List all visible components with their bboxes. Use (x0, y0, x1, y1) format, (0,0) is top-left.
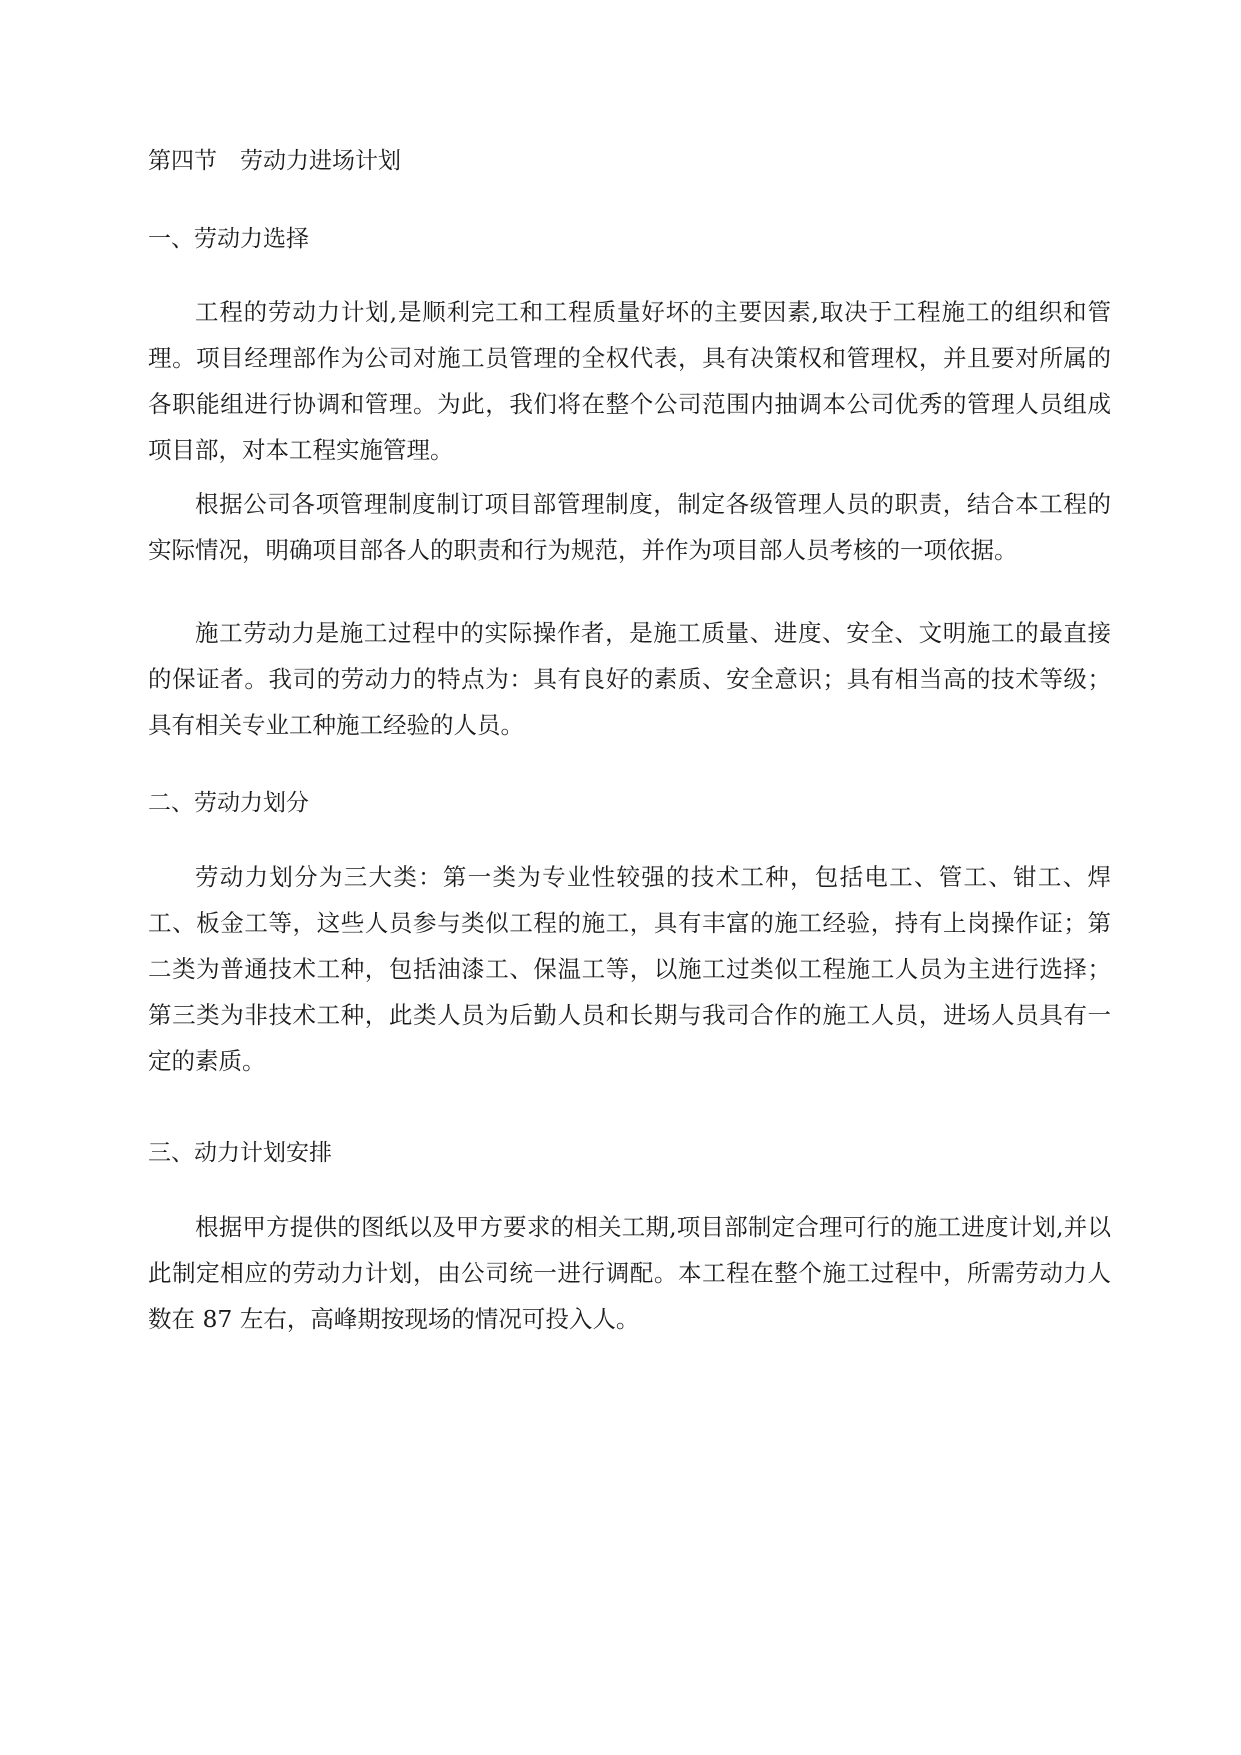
paragraph-labor-plan: 工程的劳动力计划,是顺利完工和工程质量好坏的主要因素,取决于工程施工的组织和管理。项目经理部作为公司对施工员管理的全权代表，具有决策权和管理权，并且要对所属的各职能组进行协调和管理。为此，我们将在整个公司范围内抽调本公司优秀的管理人员组成项目部，对本工程实施管理。 (148, 298, 1111, 464)
section-title: 第四节 劳动力进场计划 (148, 148, 401, 174)
paragraph-labor-characteristics: 施工劳动力是施工过程中的实际操作者，是施工质量、进度、安全、文明施工的最直接的保证者。我司的劳动力的特点为：具有良好的素质、安全意识；具有相当高的技术等级；具有相关专业工种施工经验的人员。 (148, 619, 1111, 739)
heading-labor-arrangement: 三、动力计划安排 (148, 1140, 332, 1166)
paragraph-labor-categories: 劳动力划分为三大类：第一类为专业性较强的技术工种，包括电工、管工、钳工、焊工、板金工等，这些人员参与类似工程的施工，具有丰富的施工经验，持有上岗操作证；第二类为普通技术工种，包括油漆工、保温工等，以施工过类似工程施工人员为主进行选择；第三类为非技术工种，此类人员为后勤人员和长期与我司合作的施工人员，进场人员具有一定的素质。 (148, 863, 1111, 1075)
paragraph-schedule-plan: 根据甲方提供的图纸以及甲方要求的相关工期,项目部制定合理可行的施工进度计划,并以此制定相应的劳动力计划，由公司统一进行调配。本工程在整个施工过程中，所需劳动力人数在 87 左右，高峰期按现场的情况可投入人。 (148, 1213, 1111, 1333)
heading-labor-selection: 一、劳动力选择 (148, 226, 309, 252)
paragraph-management-system: 根据公司各项管理制度制订项目部管理制度，制定各级管理人员的职责，结合本工程的实际情况，明确项目部各人的职责和行为规范，并作为项目部人员考核的一项依据。 (148, 490, 1111, 564)
heading-labor-division: 二、劳动力划分 (148, 790, 309, 816)
